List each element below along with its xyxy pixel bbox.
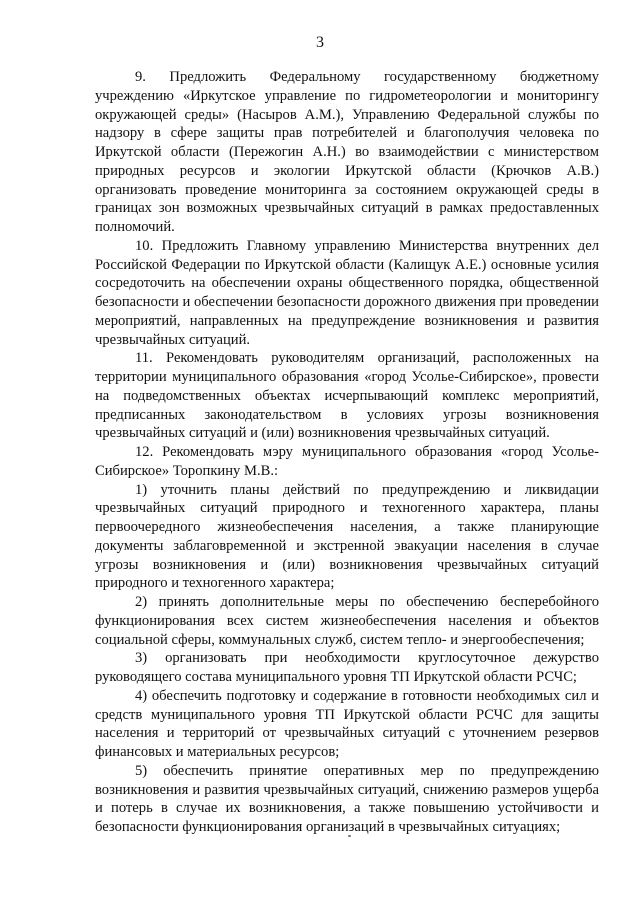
page-number: 3 [316, 34, 324, 51]
paragraph-9: 9. Предложить Федеральному государственному бюджетному учреждению «Иркутское управление по гидрометеорологии и мониторингу окружающей среды» (Насыров А.М.), Управлению Федеральной службы по надзору в сфере защиты прав потребителей и благополучия человека по Иркутской области (Пережогин А.Н.) во взаимодействии с министерством природных ресурсов и экологии Иркутской области (Крючков А.В.) организовать проведение мониторинга за состоянием окружающей среды в границах зон возможных чрезвычайных ситуаций в рамках предоставленных полномочий. [95, 69, 599, 235]
paragraph-10: 10. Предложить Главному управлению Министерства внутренних дел Российской Федерации по Иркутской области (Калищук А.Е.) основные усилия сосредоточить на обеспечении охраны общественного порядка, общественной безопасности и обеспечении безопасности дорожного движения при проведении мероприятий, направленных на предупреждение возникновения и развития чрезвычайных ситуаций. [95, 237, 599, 348]
paragraph-12: 12. Рекомендовать мэру муниципального образования «город Усолье-Сибирское» Торопкину М.В.: [95, 444, 599, 479]
subitem-4: 4) обеспечить подготовку и содержание в готовности необходимых сил и средств муниципального уровня ТП Иркутской области РСЧС для защиты населения и территорий от чрезвычайных ситуаций с уточнением резервов финансовых и материальных ресурсов; [95, 687, 599, 760]
subitem-1: 1) уточнить планы действий по предупреждению и ликвидации чрезвычайных ситуаций природного и техногенного характера, планы первоочередного жизнеобеспечения населения, а также планирующие документы заблаговременной и экстренной эвакуации населения в случае угрозы возникновения и (или) возникновения чрезвычайных ситуаций природного и техногенного характера; [95, 481, 599, 592]
subitem-3: 3) организовать при необходимости круглосуточное дежурство руководящего состава муниципального уровня ТП Иркутской области РСЧС; [95, 650, 599, 685]
scan-speck [348, 835, 351, 837]
document-body [95, 68, 599, 837]
subitem-2: 2) принять дополнительные меры по обеспечению бесперебойного функционирования всех систем жизнеобеспечения населения и объектов социальной сферы, коммунальных служб, систем тепло- и энергообеспечения; [95, 594, 599, 648]
subitem-5: 5) обеспечить принятие оперативных мер по предупреждению возникновения и развития чрезвычайных ситуаций, снижению размеров ущерба и потерь в случае их возникновения, а также повышению устойчивости и безопасности функционирования организаций в чрезвычайных ситуациях; [95, 762, 599, 835]
paragraph-11: 11. Рекомендовать руководителям организаций, расположенных на территории муниципального образования «город Усолье-Сибирское», провести на подведомственных объектах исчерпывающий комплекс мероприятий, предписанных законодательством в условиях угрозы возникновения чрезвычайных ситуаций и (или) возникновения чрезвычайных ситуаций. [95, 350, 599, 442]
